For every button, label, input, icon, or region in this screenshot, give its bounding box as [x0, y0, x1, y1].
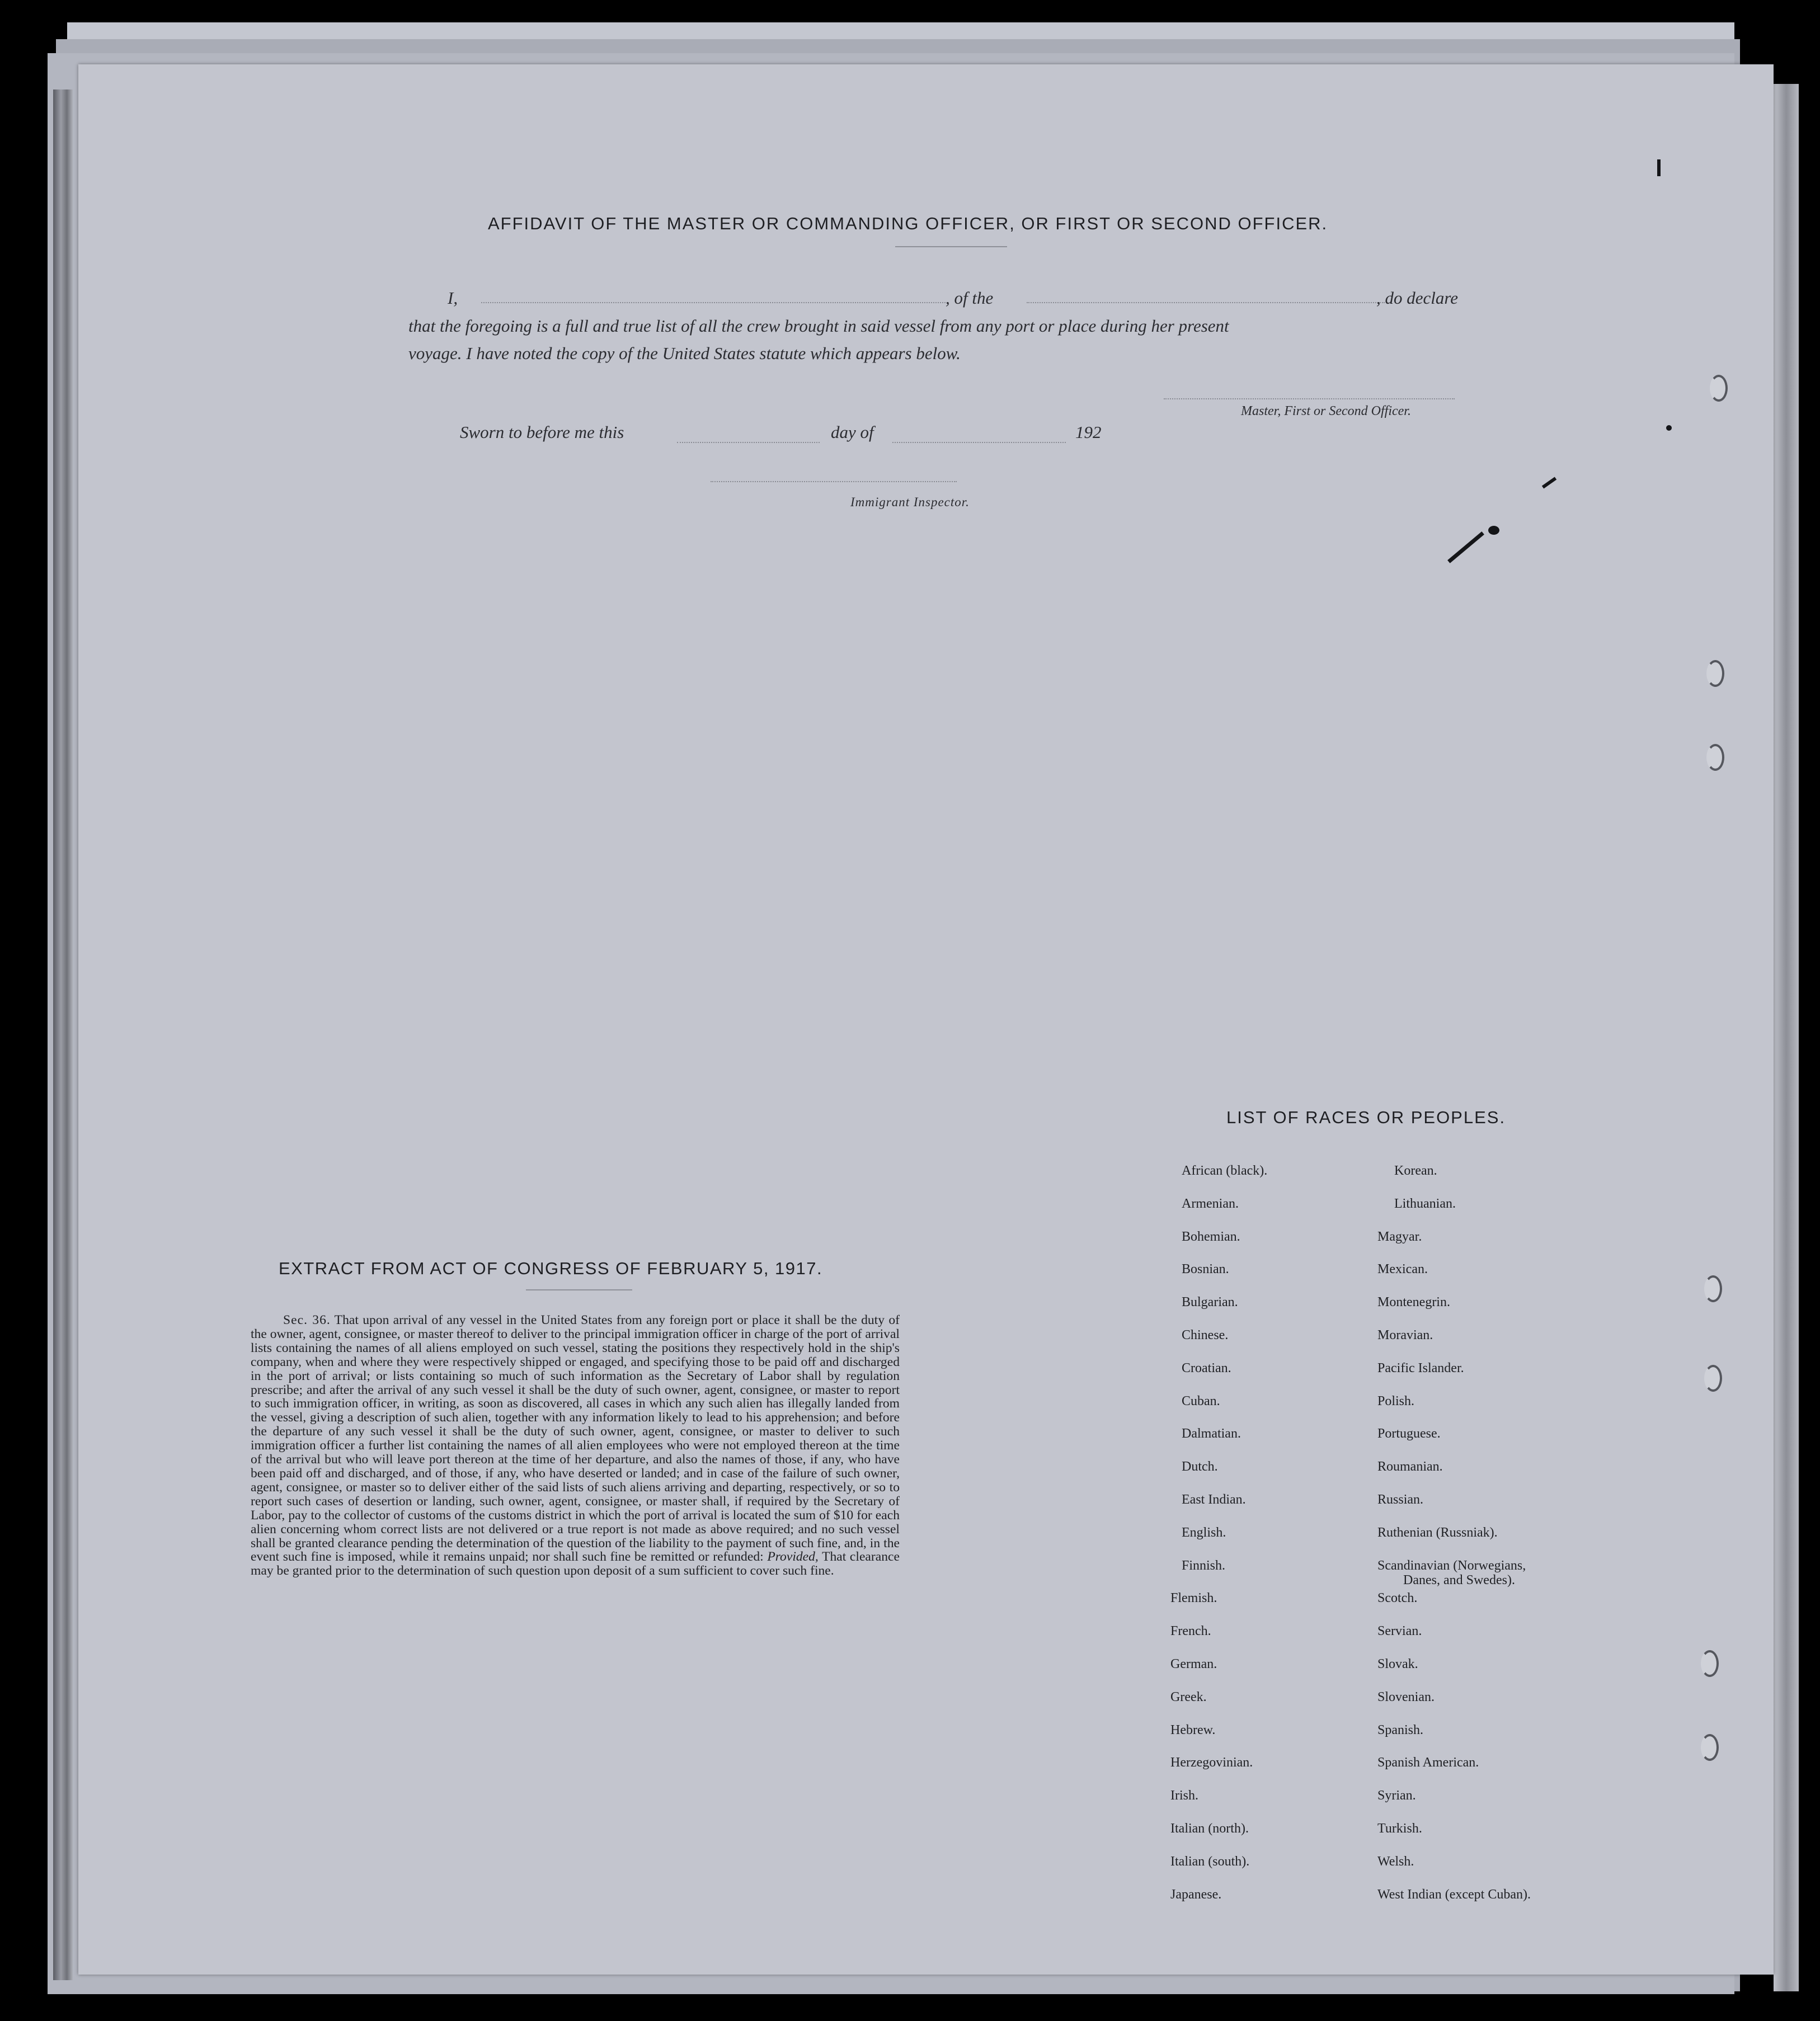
race-item: West Indian (except Cuban).: [1377, 1887, 1531, 1902]
race-item: Roumanian.: [1377, 1459, 1443, 1474]
race-item: Portuguese.: [1377, 1426, 1441, 1441]
inspector-caption: Immigrant Inspector.: [850, 495, 970, 509]
race-item: French.: [1170, 1624, 1211, 1639]
race-item: Finnish.: [1182, 1558, 1226, 1573]
race-item: Flemish.: [1170, 1591, 1217, 1606]
race-item: Bosnian.: [1182, 1262, 1229, 1277]
race-item: Italian (south).: [1170, 1854, 1250, 1869]
race-item: Magyar.: [1377, 1229, 1422, 1244]
race-item: Herzegovinian.: [1170, 1755, 1253, 1770]
affidavit-line-3: voyage. I have noted the copy of the United States statute which appears below.: [408, 343, 961, 363]
master-caption: Master, First or Second Officer.: [1241, 404, 1411, 418]
race-item: Irish.: [1170, 1788, 1198, 1803]
race-item: Slovak.: [1377, 1657, 1418, 1671]
ink-mark: [1666, 425, 1672, 431]
race-item: Pacific Islander.: [1377, 1360, 1464, 1375]
statute-body-1: That upon arrival of any vessel in the United States from any foreign port or place it shall be the duty of the owner, agent, consignee, or master thereof to deliver to the principal immigration officer in charge of the port of arrival lists containing the names of all aliens employed on such vessel, stating the positions they respectively hold in the ship's company, when and where they were respectively shipped or engaged, and specifying those to be paid off and discharged in the port of arrival; or lists containing so much of such information as the Secretary of Labor shall by regulation prescribe; and after the arrival of any such vessel it shall be the duty of such owner, agent, consignee, or master to report to such immigration officer, in writing, as soon as discovered, all cases in which any such alien has illegally landed from the vessel, giving a description of such alien, together with any information likely to lead to his apprehension; and before the departure of any such vessel it shall be the duty of such owner, agent, consignee, or master to deliver to such immigration officer a further list containing the names of all alien employees who were not employed thereon at the time of the arrival but who will leave port thereon at the time of her departure, and also the names of those, if any, who have been paid off and discharged, and of those, if any, who have deserted or landed; and in case of the failure of such owner, agent, consignee, or master so to deliver either of the said lists of such aliens arriving and departing, respectively, or so to report such cases of desertion or landing, such owner, agent, consignee, or master shall, if required by the Secretary of Labor, pay to the collector of customs of the customs district in which the port of arrival is located the sum of $10 for each alien concerning whom correct lists are not delivered or a true report is not made as above required; and no such vessel shall be granted clearance pending the determination of the question of the liability to the payment of such fine, and, in the event such fine is imposed, while it remains unpaid; nor shall such fine be remitted or refunded:: [251, 1313, 900, 1565]
race-item: Bohemian.: [1182, 1229, 1240, 1244]
punch-hole: [1706, 660, 1724, 687]
sworn-text: Sworn to before me this: [460, 422, 624, 442]
inspector-signature-line[interactable]: [711, 481, 957, 482]
race-item: African (black).: [1182, 1163, 1268, 1178]
race-item: Spanish.: [1377, 1722, 1424, 1737]
race-item: Mexican.: [1377, 1262, 1428, 1277]
sworn-day-line[interactable]: [677, 442, 820, 443]
race-item: Scotch.: [1377, 1591, 1418, 1606]
race-item: Polish.: [1377, 1393, 1415, 1408]
race-item: Hebrew.: [1170, 1722, 1216, 1737]
race-item: Servian.: [1377, 1624, 1422, 1639]
name-field-line[interactable]: [481, 302, 946, 303]
race-item: Japanese.: [1170, 1887, 1222, 1902]
race-item: Russian.: [1377, 1492, 1424, 1507]
ink-mark: [1657, 159, 1661, 176]
master-signature-line[interactable]: [1164, 398, 1455, 399]
punch-hole: [1704, 1275, 1722, 1302]
race-item: Chinese.: [1182, 1328, 1229, 1342]
race-item: Bulgarian.: [1182, 1295, 1238, 1310]
affidavit-of-the: , of the: [946, 288, 994, 308]
race-item: Cuban.: [1182, 1393, 1220, 1408]
race-item: Spanish American.: [1377, 1755, 1479, 1770]
race-item: English.: [1182, 1525, 1226, 1540]
race-item: Welsh.: [1377, 1854, 1414, 1869]
race-item: Scandinavian (Norwegians,: [1377, 1558, 1526, 1573]
sec-label: Sec. 36.: [283, 1313, 331, 1327]
day-of-text: day of: [831, 422, 874, 442]
race-item: Dutch.: [1182, 1459, 1218, 1474]
race-item: Korean.: [1394, 1163, 1437, 1178]
races-title: LIST OF RACES OR PEOPLES.: [1226, 1108, 1506, 1127]
sworn-month-line[interactable]: [892, 442, 1066, 443]
affidavit-line-2: that the foregoing is a full and true list of all the crew brought in said vessel from any port or place during her present: [408, 316, 1229, 336]
punch-hole: [1710, 375, 1728, 402]
race-item: Italian (north).: [1170, 1821, 1249, 1836]
extract-underline: [526, 1289, 632, 1290]
punch-hole: [1701, 1650, 1719, 1677]
affidavit-do-declare: , do declare: [1376, 288, 1459, 308]
affidavit-i: I,: [448, 288, 458, 308]
title-underline: [895, 246, 1007, 247]
punch-hole: [1706, 744, 1724, 771]
race-item: Montenegrin.: [1377, 1295, 1450, 1310]
vessel-field-line[interactable]: [1027, 302, 1385, 303]
race-item: Dalmatian.: [1182, 1426, 1241, 1441]
page-edge-right: [1774, 84, 1799, 1991]
race-item: Moravian.: [1377, 1328, 1433, 1342]
race-item: Turkish.: [1377, 1821, 1422, 1836]
race-item: Lithuanian.: [1394, 1196, 1456, 1211]
race-item: East Indian.: [1182, 1492, 1246, 1507]
race-item: Danes, and Swedes).: [1403, 1572, 1515, 1587]
ink-mark: [1488, 526, 1499, 535]
punch-hole: [1701, 1734, 1719, 1761]
race-item: Ruthenian (Russniak).: [1377, 1525, 1498, 1540]
affidavit-title: AFFIDAVIT OF THE MASTER OR COMMANDING OFFICER, OR FIRST OR SECOND OFFICER.: [488, 214, 1328, 233]
year-prefix: 192: [1075, 422, 1102, 442]
race-item: Croatian.: [1182, 1360, 1231, 1375]
statute-text: [251, 1313, 900, 1578]
page-edge-left: [53, 89, 73, 1980]
punch-hole: [1704, 1365, 1722, 1392]
race-item: Syrian.: [1377, 1788, 1416, 1803]
race-item: Armenian.: [1182, 1196, 1239, 1211]
statute-body-2: That clearance may be granted prior to the determination of such question upon deposit of a sum sufficient to cover such fine.: [251, 1549, 900, 1579]
race-item: Slovenian.: [1377, 1689, 1435, 1704]
race-item: Greek.: [1170, 1689, 1207, 1704]
extract-title: EXTRACT FROM ACT OF CONGRESS OF FEBRUARY 5, 1917.: [279, 1259, 823, 1278]
statute-provided: Provided,: [767, 1549, 819, 1565]
race-item: German.: [1170, 1657, 1217, 1671]
